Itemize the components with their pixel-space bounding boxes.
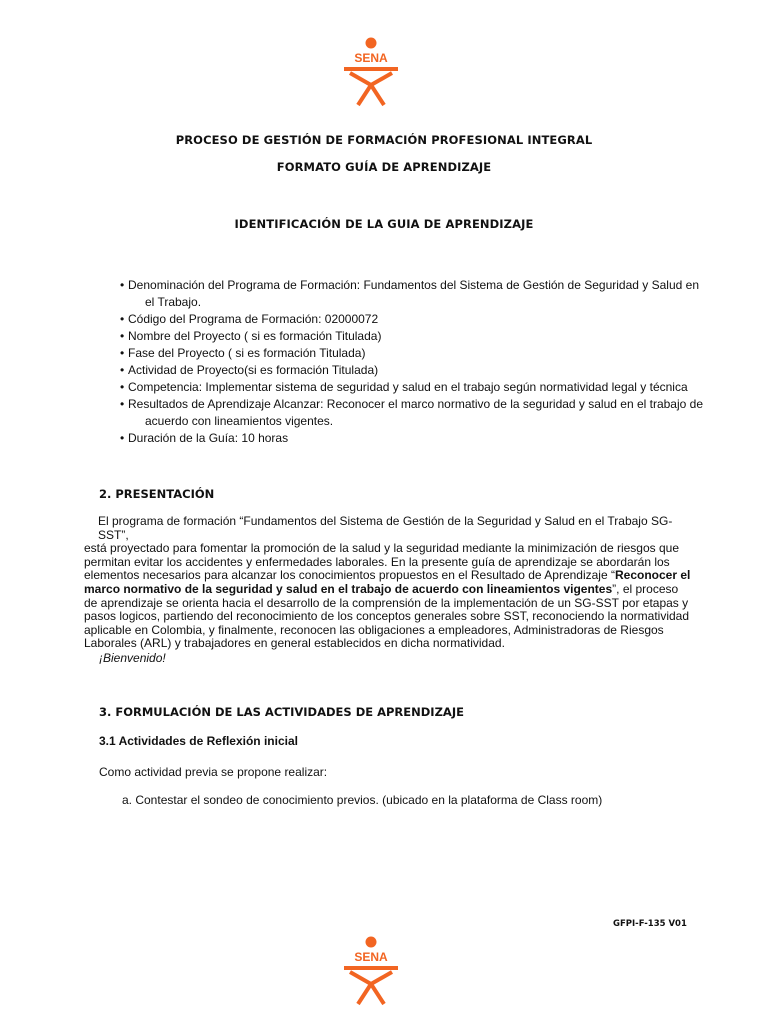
presentation-heading: 2. PRESENTACIÓN [99,487,215,501]
sena-logo [336,37,406,107]
format-code: GFPI-F-135 V01 [613,919,687,929]
list-item: • Código del Programa de Formación: 02000072 [120,311,720,328]
list-item: • Actividad de Proyecto(si es formación Titulada) [120,362,720,379]
list-item: • Duración de la Guía: 10 horas [120,430,720,447]
reflection-subheading: 3.1 Actividades de Reflexión inicial [99,734,298,748]
process-title: PROCESO DE GESTIÓN DE FORMACIÓN PROFESIONAL INTEGRAL [175,133,593,147]
activity-intro: Como actividad previa se propone realizar: [99,765,328,779]
logo-text: SENA [354,950,388,964]
activity-item-a: a. Contestar el sondeo de conocimiento previos. (ubicado en la plataforma de Class room) [122,793,603,807]
list-item: • Fase del Proyecto ( si es formación Titulada) [120,345,720,362]
list-item: • Resultados de Aprendizaje Alcanzar: Reconocer el marco normativo de la seguridad y salud en el trabajo de acuerdo con lineamientos vigentes. [120,396,720,430]
list-item: • Nombre del Proyecto ( si es formación Titulada) [120,328,720,345]
list-item: • Denominación del Programa de Formación: Fundamentos del Sistema de Gestión de Seguridad y Salud en el Trabajo. [120,277,720,311]
identification-list [120,277,720,447]
sena-logo-footer [336,936,406,1006]
list-item: • Competencia: Implementar sistema de seguridad y salud en el trabajo según normatividad legal y técnica [120,379,720,396]
logo-text: SENA [354,51,388,65]
welcome-text: ¡Bienvenido! [99,651,166,665]
identification-title: IDENTIFICACIÓN DE LA GUIA DE APRENDIZAJE [234,217,534,231]
format-title: FORMATO GUÍA DE APRENDIZAJE [276,160,492,174]
presentation-paragraph: El programa de formación “Fundamentos del Sistema de Gestión de la Seguridad y Salud en el Trabajo SG- SST”, está proyectado para fomentar la promoción de la salud y la seguridad mediante la minimización de riesgos que permitan evitar los accidentes y enfermedades laborales. En la presente guía de aprendizaje se abordarán los elementos necesarios para alcanzar los conocimientos propuestos en el Resultado de Aprendizaje “Reconocer el marco normativo de la seguridad y salud en el trabajo de acuerdo con lineamientos vigentes”, el proceso de aprendizaje se orienta hacia el desarrollo de la comprensión de la implementación de un SG-SST por etapas y pasos logicos, partiendo del reconocimiento de los conceptos generales sobre SST, reconociendo la normatividad aplicable en Colombia, y finalmente, reconocen las obligaciones a empleadores, Administradoras de Riesgos Laborales (ARL) y trabajadores en general establecidos en dicha normatividad. [84,514,691,651]
activities-heading: 3. FORMULACIÓN DE LAS ACTIVIDADES DE APRENDIZAJE [99,705,464,719]
